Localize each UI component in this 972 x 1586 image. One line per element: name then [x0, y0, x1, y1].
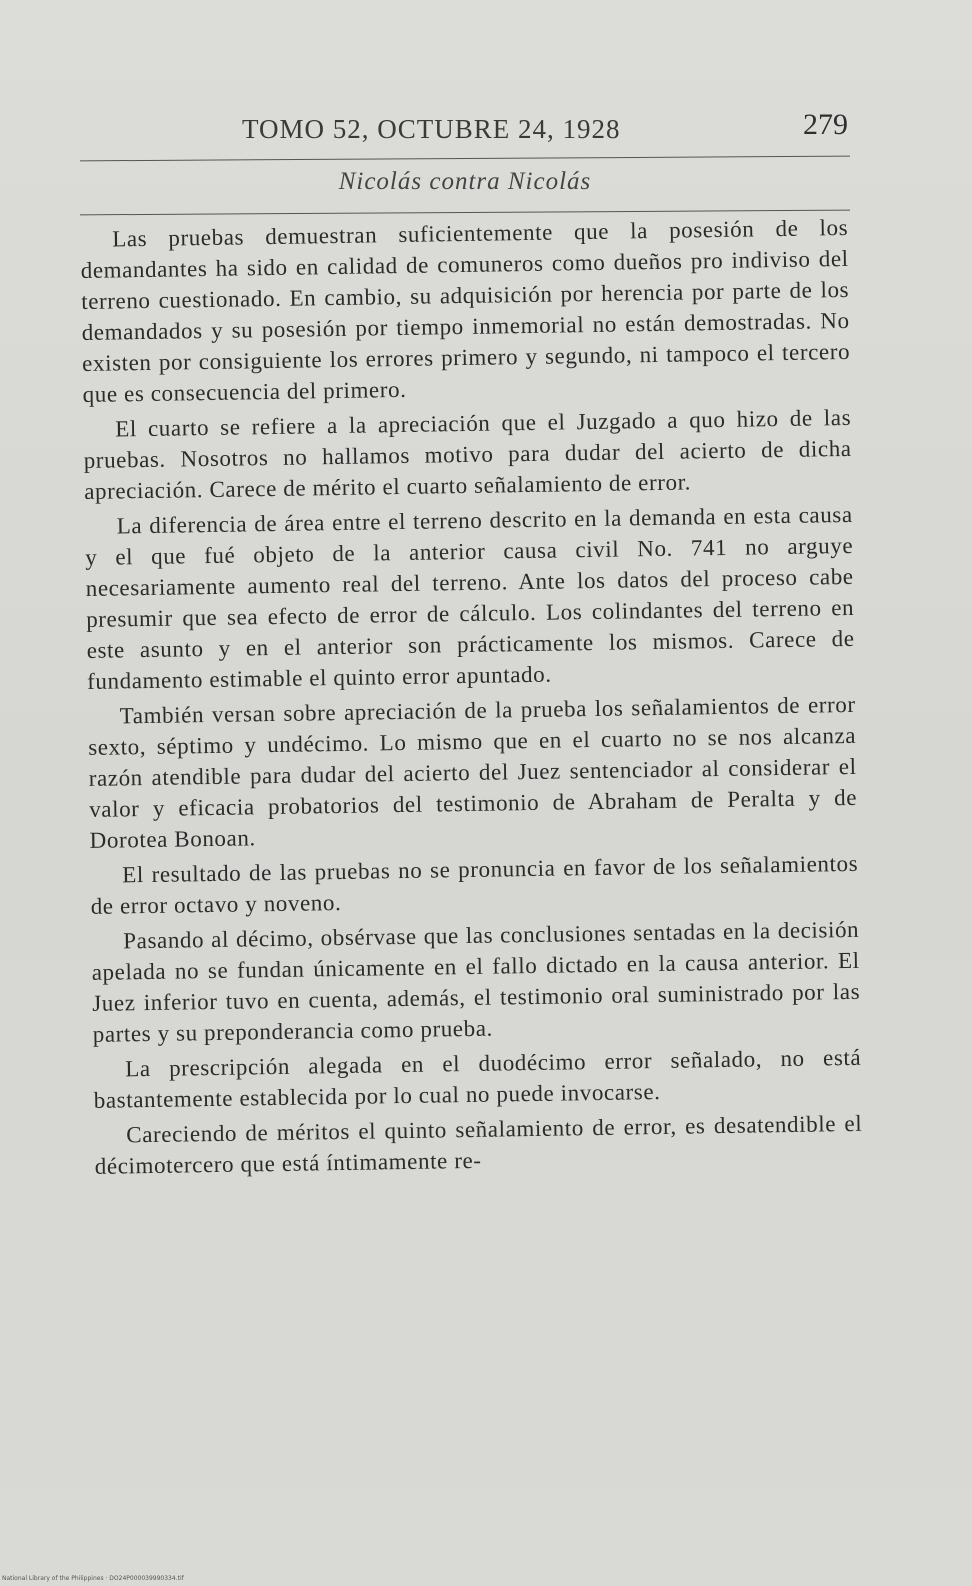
- paragraph-7: La prescripción alegada en el duodécimo error señalado, no está bastantemente establecida por lo cual no puede invocarse.: [93, 1044, 862, 1113]
- paragraph-8: Careciendo de méritos el quinto señalamiento de error, es desatendible el décimotercero que está íntimamente re-: [94, 1110, 863, 1179]
- paragraph-6: Pasando al décimo, obsérvase que las conclusiones sentadas en la decisión apelada no se fundan únicamente en el fallo dictado en la causa anterior. El Juez inferior tuvo en cuenta, además, el testimonio oral suministrado por las partes y su preponderancia como prueba.: [91, 916, 861, 1047]
- scan-imprint: National Library of the Philippines · DO24P000039990334.tif: [2, 1575, 184, 1582]
- case-subtitle: Nicolás contra Nicolás: [338, 168, 592, 195]
- body-text: [80, 212, 863, 1186]
- page-number: 279: [803, 108, 848, 141]
- paragraph-3: La diferencia de área entre el terreno descrito en la demanda en esta causa y el que fué objeto de la anterior causa civil No. 741 no arguye necesariamente aumento real del terreno. Ante los datos del proceso cabe presumir que sea efecto de error de cálculo. Los colindantes del terreno en este asunto y en el anterior son prácticamente los mismos. Carece de fundamento estimable el quinto error apuntado.: [85, 501, 855, 694]
- paragraph-5: El resultado de las pruebas no se pronuncia en favor de los señalamientos de error octavo y noveno.: [90, 850, 859, 919]
- header-rule-top: [80, 156, 850, 162]
- paragraph-2: El cuarto se refiere a la apreciación que el Juzgado a quo hizo de las pruebas. Nosotros no hallamos motivo para dudar del acierto de dicha apreciación. Carece de mérito el cuarto señalamiento de error.: [83, 404, 852, 504]
- running-header: [80, 108, 848, 154]
- paragraph-1: Las pruebas demuestran suficientemente que la posesión de los demandantes ha sido en calidad de comuneros como dueños pro indiviso del terreno cuestionado. En cambio, su adquisición por herencia por parte de los demandados y su posesión por tiempo inmemorial no están demostradas. No existen por consiguiente los errores primero y segundo, ni tampoco el tercero que es consecuencia del primero.: [80, 214, 851, 407]
- header-title: TOMO 52, OCTUBRE 24, 1928: [242, 114, 621, 144]
- paragraph-4: También versan sobre apreciación de la prueba los señalamientos de error sexto, séptimo y undécimo. Lo mismo que en el cuarto no se nos alcanza razón atendible para dudar del acierto del Juez sentenciador al considerar el valor y eficacia probatorios del testimonio de Abraham de Peralta y de Dorotea Bonoan.: [88, 691, 858, 853]
